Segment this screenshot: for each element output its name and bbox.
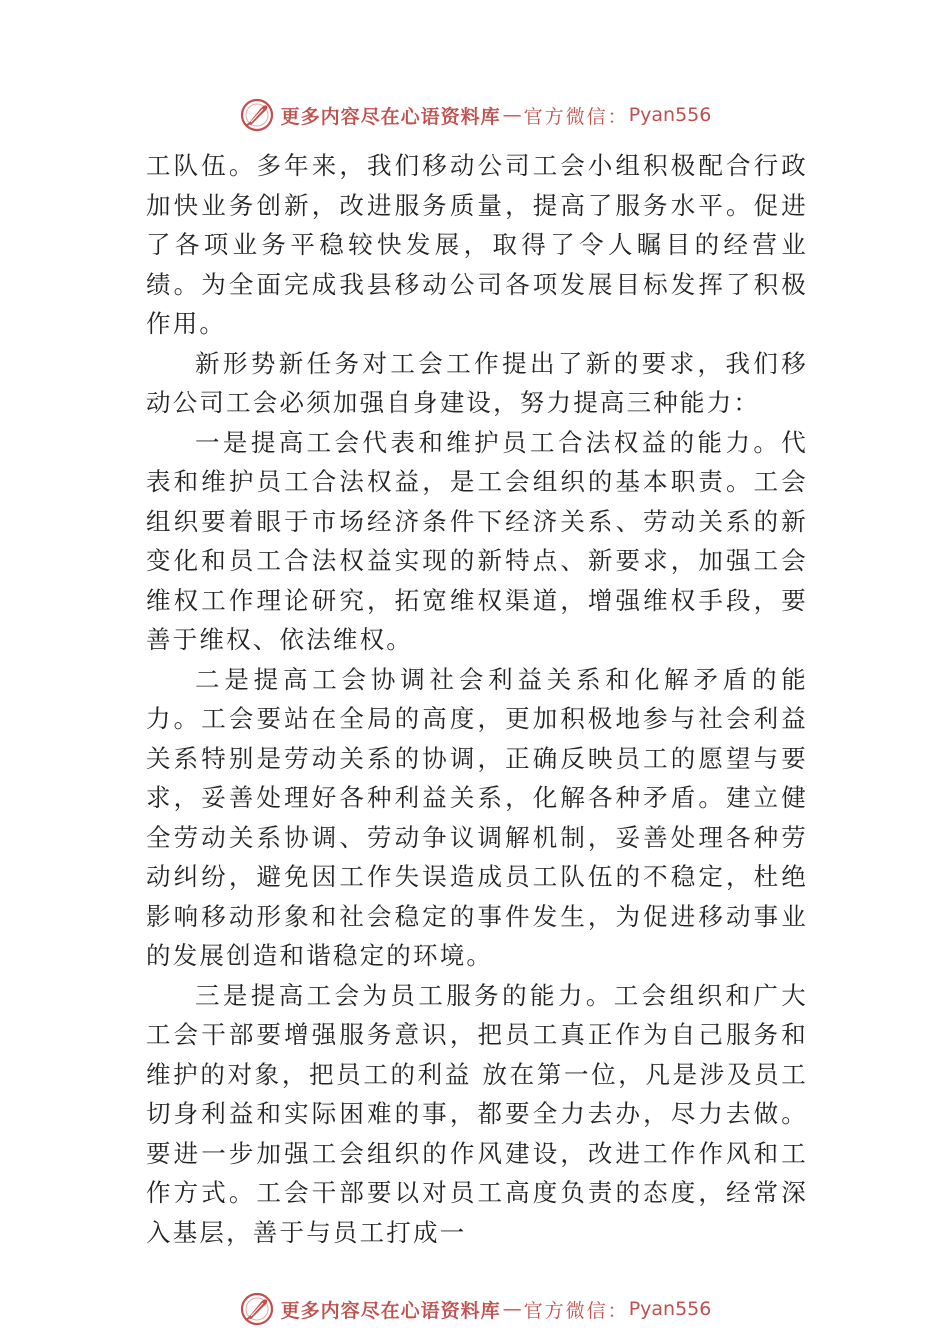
document-body [146,146,808,1252]
quill-pen-logo-icon [239,1291,275,1327]
paragraph-point-two: 二是提高工会协调社会利益关系和化解矛盾的能力。工会要站在全局的高度，更加积极地参与社会利益关系特别是劳动关系的协调，正确反映员工的愿望与要求，妥善处理好各种利益关系，化解各种矛盾。建立健全劳动关系协调、劳动争议调解机制，妥善处理各种劳动纠纷，避免因工作失误造成员工队伍的不稳定，杜绝影响移动形象和社会稳定的事件发生，为促进移动事业的发展创造和谐稳定的环境。 [146,664,808,970]
footer-banner [0,1289,950,1329]
brand-text: 更多内容尽在心语资料库 [280,1299,501,1322]
paragraph-continuation: 工队伍。多年来，我们移动公司工会小组积极配合行政加快业务创新，改进服务质量，提高了服务水平。促进了各项业务平稳较快发展，取得了令人瞩目的经营业绩。为全面完成我县移动公司各项发展目标发挥了积极作用。 [146,151,808,338]
paragraph-point-one: 一是提高工会代表和维护员工合法权益的能力。代表和维护员工合法权益，是工会组织的基本职责。工会组织要着眼于市场经济条件下经济关系、劳动关系的新变化和员工合法权益实现的新特点、新要求，加强工会维权工作理论研究，拓宽维权渠道，增强维权手段，要善于维权、依法维权。 [146,427,808,654]
wechat-id: Pyan556 [628,104,712,126]
paragraph-point-three: 三是提高工会为员工服务的能力。工会组织和广大工会干部要增强服务意识，把员工真正作为自己服务和维护的对象，把员工的利益 放在第一位，凡是涉及员工切身利益和实际困难的事，都要全力去办，尽力去做。要进一步加强工会组织的作风建设，改进工作作风和工作方式。工会干部要以对员工高度负责的态度，经常深入基层，善于与员工打成一 [146,980,808,1247]
wechat-label: 官方微信： [523,1299,629,1322]
paragraph-intro: 新形势新任务对工会工作提出了新的要求，我们移动公司工会必须加强自身建设，努力提高三种能力： [146,348,808,417]
banner-dash: — [502,104,522,126]
header-banner [0,95,950,135]
brand-text: 更多内容尽在心语资料库 [280,105,501,128]
wechat-label: 官方微信： [523,105,629,128]
banner-dash: — [502,1298,522,1320]
quill-pen-logo-icon [239,97,275,133]
wechat-id: Pyan556 [628,1298,712,1320]
